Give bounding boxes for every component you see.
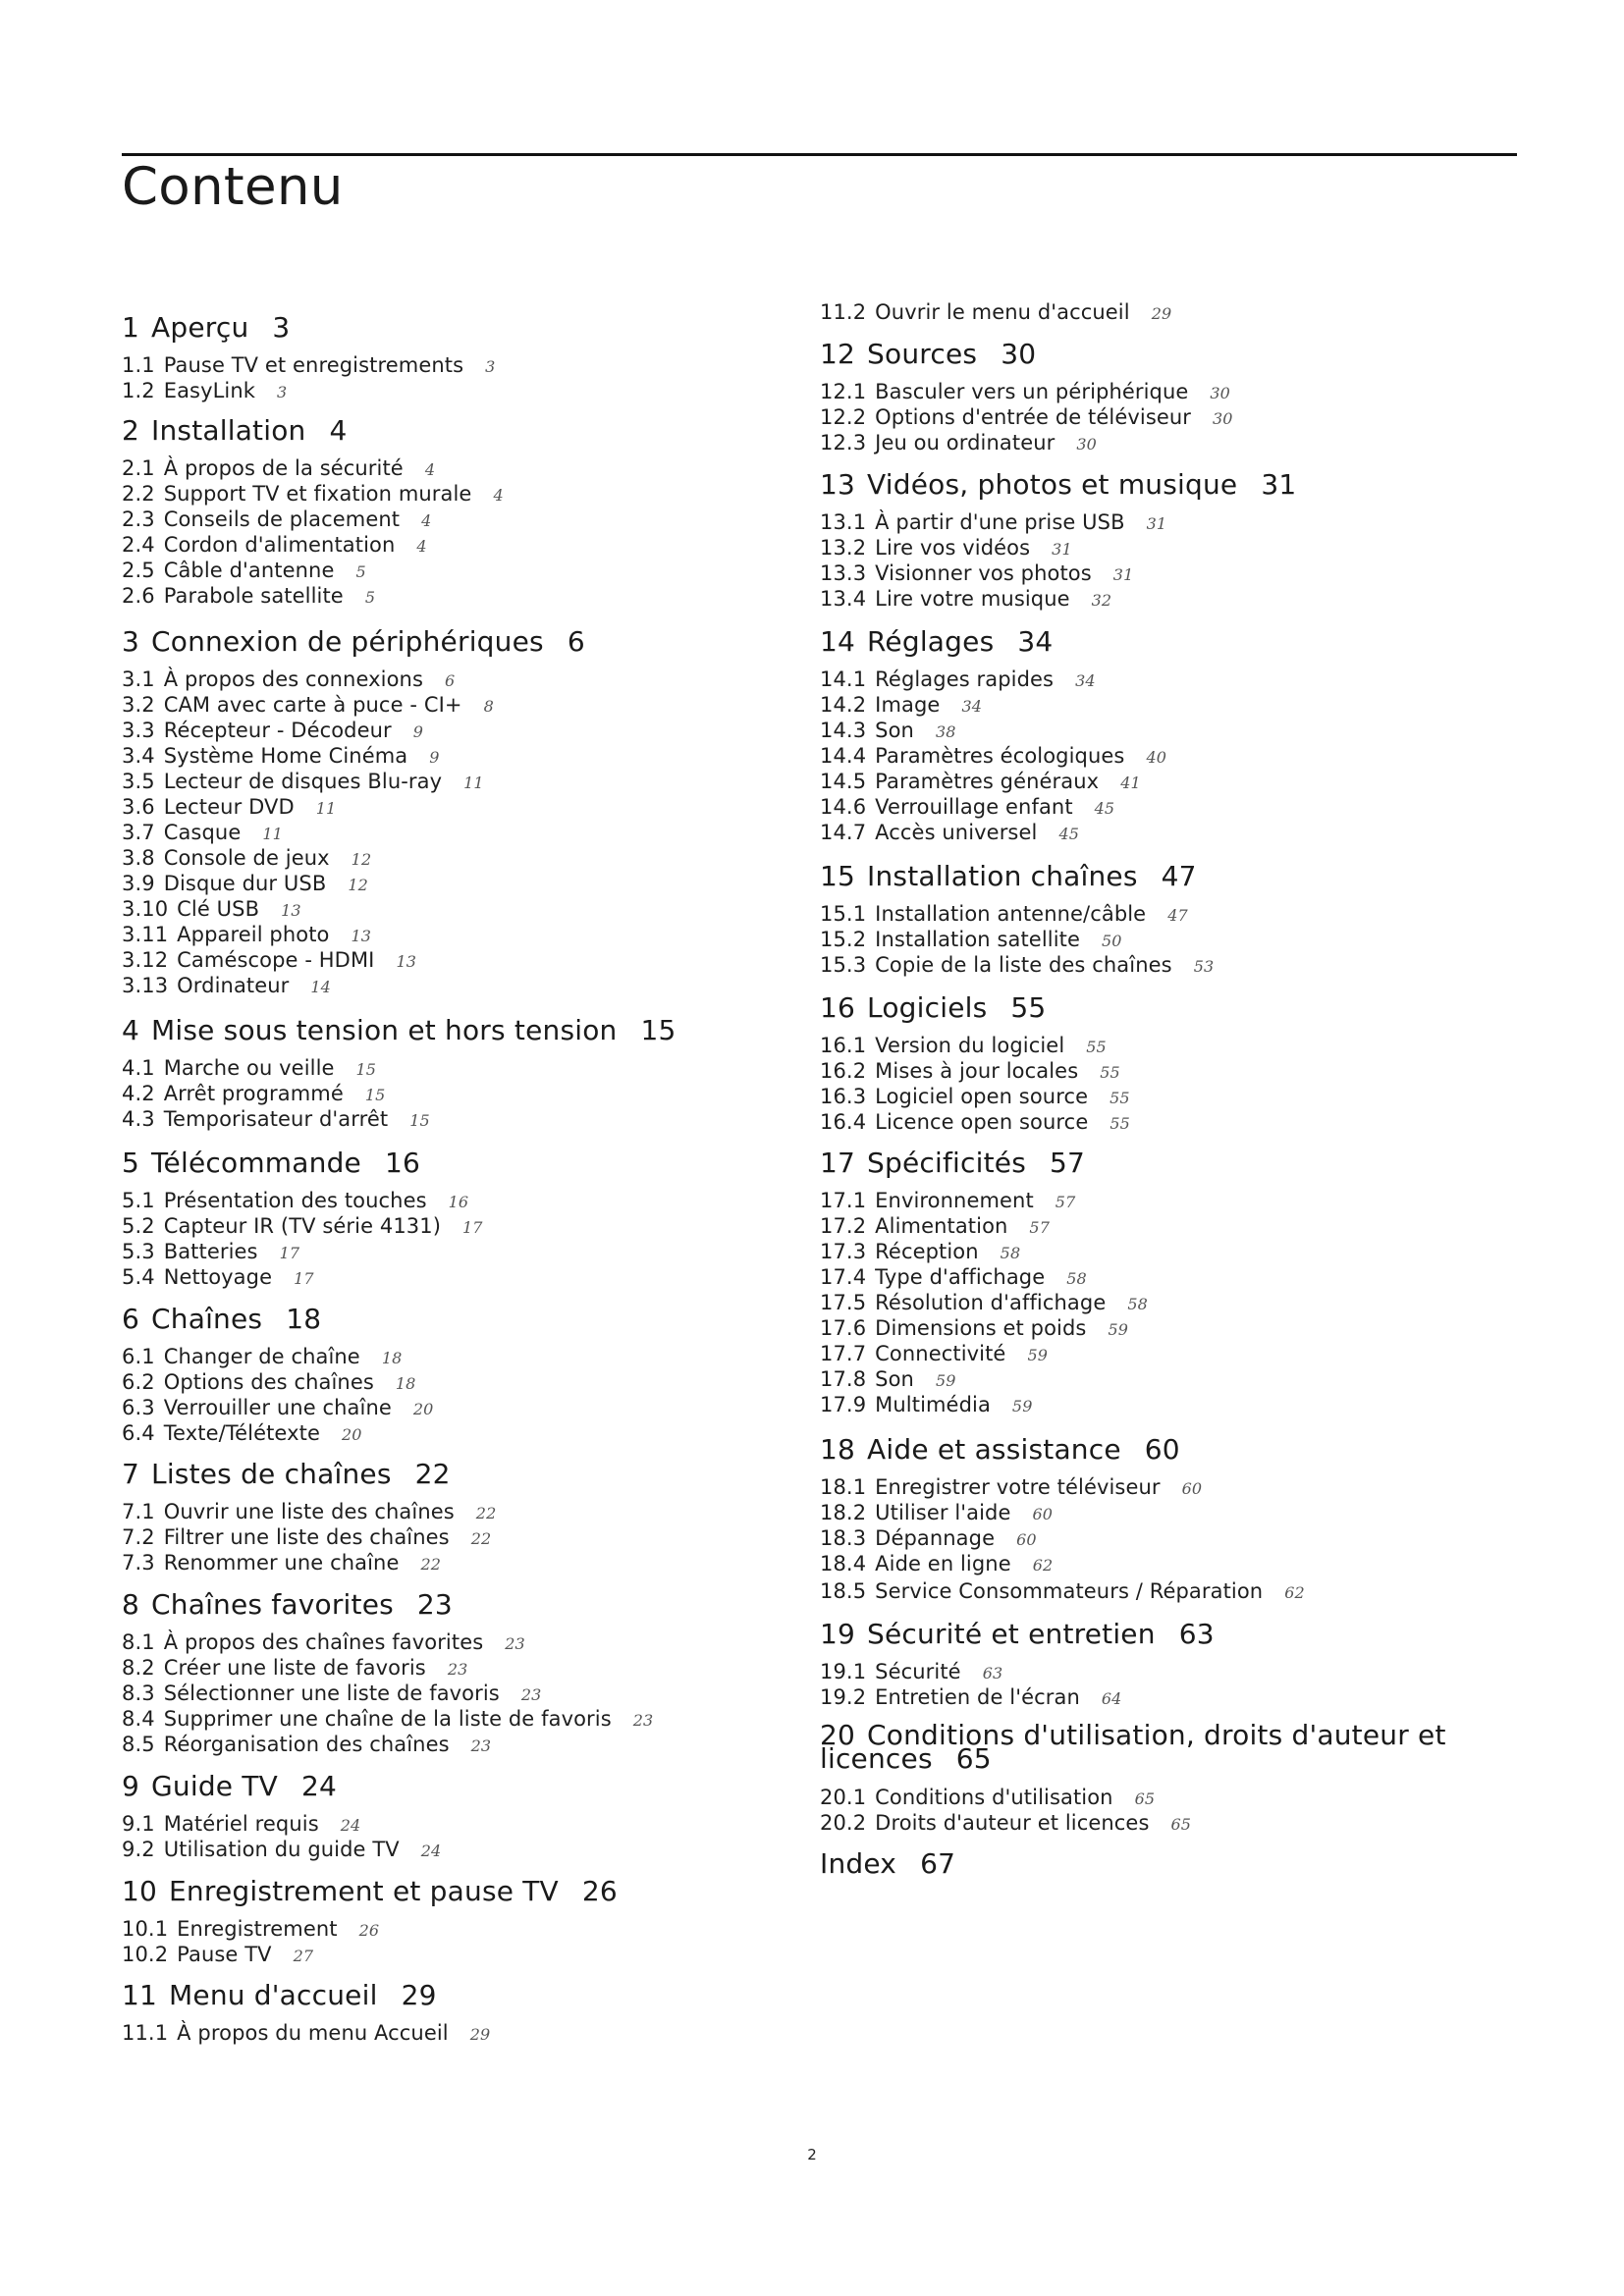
toc-section-2-6[interactable]: 2.6 Parabole satellite 5 [122, 584, 376, 608]
toc-section-2-1[interactable]: 2.1 À propos de la sécurité 4 [122, 456, 436, 480]
toc-chapter-8[interactable]: 8 Chaînes favorites 23 [122, 1588, 453, 1621]
toc-section-16-1[interactable]: 16.1 Version du logiciel 55 [820, 1034, 1107, 1057]
toc-section-2-4[interactable]: 2.4 Cordon d'alimentation 4 [122, 533, 427, 557]
toc-chapter-3[interactable]: 3 Connexion de périphériques 6 [122, 625, 585, 658]
toc-chapter-11[interactable]: 11 Menu d'accueil 29 [122, 1979, 437, 2011]
toc-section-18-2[interactable]: 18.2 Utiliser l'aide 60 [820, 1501, 1054, 1524]
toc-section-20-1[interactable]: 20.1 Conditions d'utilisation 65 [820, 1786, 1156, 1809]
toc-chapter-5[interactable]: 5 Télécommande 16 [122, 1147, 421, 1179]
toc-section-5-1[interactable]: 5.1 Présentation des touches 16 [122, 1189, 469, 1212]
toc-section-18-3[interactable]: 18.3 Dépannage 60 [820, 1526, 1037, 1550]
toc-chapter-10[interactable]: 10 Enregistrement et pause TV 26 [122, 1875, 618, 1907]
toc-chapter-20[interactable]: 20 Conditions d'utilisation, droits d'auteur et licences 65 [820, 1719, 1446, 1775]
toc-section-3-11[interactable]: 3.11 Appareil photo 13 [122, 923, 372, 946]
toc-section-15-2[interactable]: 15.2 Installation satellite 50 [820, 928, 1122, 951]
toc-section-18-5[interactable]: 18.5 Service Consommateurs / Réparation 62 [820, 1579, 1305, 1603]
page-number: 2 [807, 2146, 817, 2163]
toc-section-17-7[interactable]: 17.7 Connectivité 59 [820, 1342, 1049, 1365]
toc-section-14-5[interactable]: 14.5 Paramètres généraux 41 [820, 770, 1141, 793]
toc-section-1-2[interactable]: 1.2 EasyLink 3 [122, 379, 288, 402]
toc-section-3-13[interactable]: 3.13 Ordinateur 14 [122, 974, 331, 997]
toc-section-9-1[interactable]: 9.1 Matériel requis 24 [122, 1812, 361, 1836]
toc-section-10-1[interactable]: 10.1 Enregistrement 26 [122, 1917, 380, 1941]
toc-chapter-12[interactable]: 12 Sources 30 [820, 338, 1037, 370]
toc-section-3-6[interactable]: 3.6 Lecteur DVD 11 [122, 795, 337, 819]
page-title: Contenu [122, 157, 344, 217]
toc-section-3-4[interactable]: 3.4 Système Home Cinéma 9 [122, 744, 440, 768]
toc-section-2-5[interactable]: 2.5 Câble d'antenne 5 [122, 559, 366, 582]
toc-section-17-4[interactable]: 17.4 Type d'affichage 58 [820, 1265, 1087, 1289]
toc-section-17-8[interactable]: 17.8 Son 59 [820, 1367, 956, 1391]
toc-section-14-4[interactable]: 14.4 Paramètres écologiques 40 [820, 744, 1167, 768]
toc-section-7-3[interactable]: 7.3 Renommer une chaîne 22 [122, 1551, 442, 1575]
toc-section-1-1[interactable]: 1.1 Pause TV et enregistrements 3 [122, 353, 496, 377]
toc-chapter-18[interactable]: 18 Aide et assistance 60 [820, 1433, 1180, 1466]
toc-section-4-2[interactable]: 4.2 Arrêt programmé 15 [122, 1082, 386, 1105]
toc-chapter-7[interactable]: 7 Listes de chaînes 22 [122, 1458, 451, 1490]
toc-section-3-2[interactable]: 3.2 CAM avec carte à puce - CI+ 8 [122, 693, 494, 717]
toc-section-7-1[interactable]: 7.1 Ouvrir une liste des chaînes 22 [122, 1500, 497, 1523]
toc-section-3-10[interactable]: 3.10 Clé USB 13 [122, 897, 301, 921]
toc-section-3-9[interactable]: 3.9 Disque dur USB 12 [122, 872, 368, 895]
toc-section-8-1[interactable]: 8.1 À propos des chaînes favorites 23 [122, 1630, 525, 1654]
toc-section-5-2[interactable]: 5.2 Capteur IR (TV série 4131) 17 [122, 1214, 483, 1238]
toc-chapter-6[interactable]: 6 Chaînes 18 [122, 1303, 322, 1335]
toc-chapter-9[interactable]: 9 Guide TV 24 [122, 1770, 338, 1802]
toc-section-3-12[interactable]: 3.12 Caméscope - HDMI 13 [122, 948, 417, 972]
toc-section-14-6[interactable]: 14.6 Verrouillage enfant 45 [820, 795, 1115, 819]
toc-section-8-3[interactable]: 8.3 Sélectionner une liste de favoris 23 [122, 1682, 542, 1705]
toc-section-17-1[interactable]: 17.1 Environnement 57 [820, 1189, 1076, 1212]
toc-section-13-1[interactable]: 13.1 À partir d'une prise USB 31 [820, 510, 1167, 534]
toc-section-12-2[interactable]: 12.2 Options d'entrée de téléviseur 30 [820, 405, 1233, 429]
toc-section-16-3[interactable]: 16.3 Logiciel open source 55 [820, 1085, 1130, 1108]
toc-chapter-17[interactable]: 17 Spécificités 57 [820, 1147, 1086, 1179]
toc-section-6-1[interactable]: 6.1 Changer de chaîne 18 [122, 1345, 403, 1368]
toc-chapter-15[interactable]: 15 Installation chaînes 47 [820, 860, 1197, 892]
toc-section-8-5[interactable]: 8.5 Réorganisation des chaînes 23 [122, 1733, 492, 1756]
toc-section-17-2[interactable]: 17.2 Alimentation 57 [820, 1214, 1050, 1238]
toc-section-13-4[interactable]: 13.4 Lire votre musique 32 [820, 587, 1112, 611]
toc-section-6-4[interactable]: 6.4 Texte/Télétexte 20 [122, 1421, 362, 1445]
toc-section-17-3[interactable]: 17.3 Réception 58 [820, 1240, 1021, 1263]
toc-section-17-9[interactable]: 17.9 Multimédia 59 [820, 1393, 1033, 1416]
toc-section-5-3[interactable]: 5.3 Batteries 17 [122, 1240, 300, 1263]
toc-section-7-2[interactable]: 7.2 Filtrer une liste des chaînes 22 [122, 1525, 492, 1549]
toc-section-16-2[interactable]: 16.2 Mises à jour locales 55 [820, 1059, 1120, 1083]
toc-section-20-2[interactable]: 20.2 Droits d'auteur et licences 65 [820, 1811, 1192, 1835]
toc-section-18-1[interactable]: 18.1 Enregistrer votre téléviseur 60 [820, 1475, 1203, 1499]
toc-section-13-3[interactable]: 13.3 Visionner vos photos 31 [820, 561, 1134, 585]
toc-chapter-19[interactable]: 19 Sécurité et entretien 63 [820, 1618, 1215, 1650]
toc-section-14-3[interactable]: 14.3 Son 38 [820, 719, 956, 742]
toc-section-2-2[interactable]: 2.2 Support TV et fixation murale 4 [122, 482, 504, 506]
toc-chapter-14[interactable]: 14 Réglages 34 [820, 625, 1054, 658]
toc-section-14-1[interactable]: 14.1 Réglages rapides 34 [820, 667, 1096, 691]
toc-chapter-2[interactable]: 2 Installation 4 [122, 414, 348, 447]
toc-section-18-4[interactable]: 18.4 Aide en ligne 62 [820, 1552, 1054, 1575]
toc-chapter-1[interactable]: 1 Aperçu 3 [122, 311, 291, 344]
toc-section-19-1[interactable]: 19.1 Sécurité 63 [820, 1660, 1003, 1683]
toc-section-15-1[interactable]: 15.1 Installation antenne/câble 47 [820, 902, 1188, 926]
toc-index[interactable]: Index 67 [820, 1847, 956, 1880]
toc-chapter-13[interactable]: 13 Vidéos, photos et musique 31 [820, 468, 1297, 501]
toc-section-2-3[interactable]: 2.3 Conseils de placement 4 [122, 507, 432, 531]
toc-section-8-4[interactable]: 8.4 Supprimer une chaîne de la liste de favoris 23 [122, 1707, 654, 1731]
toc-section-17-6[interactable]: 17.6 Dimensions et poids 59 [820, 1316, 1128, 1340]
toc-section-13-2[interactable]: 13.2 Lire vos vidéos 31 [820, 536, 1072, 560]
toc-section-6-2[interactable]: 6.2 Options des chaînes 18 [122, 1370, 416, 1394]
toc-section-6-3[interactable]: 6.3 Verrouiller une chaîne 20 [122, 1396, 434, 1419]
toc-section-12-3[interactable]: 12.3 Jeu ou ordinateur 30 [820, 431, 1097, 454]
toc-section-3-7[interactable]: 3.7 Casque 11 [122, 821, 283, 844]
toc-section-4-3[interactable]: 4.3 Temporisateur d'arrêt 15 [122, 1107, 430, 1131]
toc-section-15-3[interactable]: 15.3 Copie de la liste des chaînes 53 [820, 953, 1215, 977]
toc-section-5-4[interactable]: 5.4 Nettoyage 17 [122, 1265, 314, 1289]
toc-section-4-1[interactable]: 4.1 Marche ou veille 15 [122, 1056, 377, 1080]
toc-section-3-3[interactable]: 3.3 Récepteur - Décodeur 9 [122, 719, 424, 742]
toc-section-11-1[interactable]: 11.1 À propos du menu Accueil 29 [122, 2021, 491, 2045]
toc-section-9-2[interactable]: 9.2 Utilisation du guide TV 24 [122, 1838, 442, 1861]
toc-section-10-2[interactable]: 10.2 Pause TV 27 [122, 1943, 314, 1966]
toc-section-8-2[interactable]: 8.2 Créer une liste de favoris 23 [122, 1656, 468, 1680]
toc-section-17-5[interactable]: 17.5 Résolution d'affichage 58 [820, 1291, 1148, 1314]
toc-section-14-2[interactable]: 14.2 Image 34 [820, 693, 983, 717]
toc-section-3-5[interactable]: 3.5 Lecteur de disques Blu-ray 11 [122, 770, 484, 793]
toc-section-19-2[interactable]: 19.2 Entretien de l'écran 64 [820, 1685, 1122, 1709]
toc-section-3-8[interactable]: 3.8 Console de jeux 12 [122, 846, 372, 870]
toc-section-3-1[interactable]: 3.1 À propos des connexions 6 [122, 667, 456, 691]
toc-section-14-7[interactable]: 14.7 Accès universel 45 [820, 821, 1079, 844]
toc-section-12-1[interactable]: 12.1 Basculer vers un périphérique 30 [820, 380, 1230, 403]
toc-chapter-16[interactable]: 16 Logiciels 55 [820, 991, 1047, 1024]
toc-chapter-4[interactable]: 4 Mise sous tension et hors tension 15 [122, 1014, 677, 1046]
toc-section-11-2[interactable]: 11.2 Ouvrir le menu d'accueil 29 [820, 300, 1172, 324]
toc-section-16-4[interactable]: 16.4 Licence open source 55 [820, 1110, 1130, 1134]
